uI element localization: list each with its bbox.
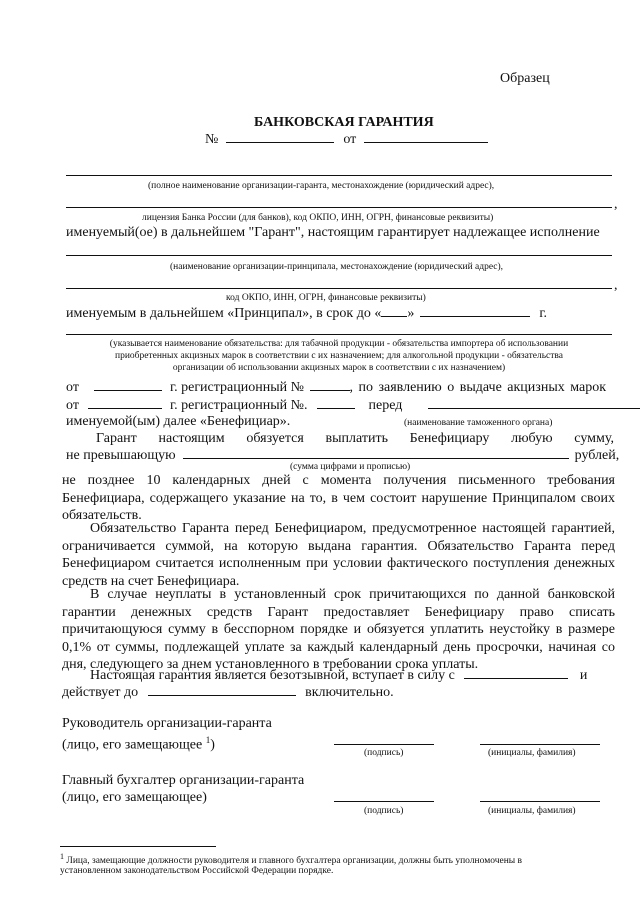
sign-head-subtitle-text: (лицо, его замещающее <box>62 737 203 753</box>
footnote-text-1: Лица, замещающие должности руководителя и главного бухгалтера организации, должны быть уполномочены в <box>66 856 523 867</box>
paragraph-penalty: В случае неуплаты в установленный срок причитающихся по данной банковской гарантии денежных средств Гарант предоставляет Бенефициару право списать причитающуюся сумму в бесспорном порядке и обязуется уплатить неустойку в размере 0,1% от суммы, подлежащей уплате за каждый календарный день просрочки, начиная со дня, следующего за днем установленного в требовании срока уплаты. <box>62 587 615 672</box>
valid-until-blank <box>148 683 296 696</box>
hint-guarantor-license: лицензия Банка России (для банков), код ОКПО, ИНН, ОГРН, финансовые реквизиты) <box>142 213 494 223</box>
reg-label-2: г. регистрационный №. <box>169 398 308 413</box>
guarantor-details-line <box>66 207 612 208</box>
pay-word-5: Бенефициару <box>409 431 490 446</box>
from-line-2 <box>66 396 640 414</box>
accountant-initials-hint: (инициалы, фамилия) <box>488 806 576 816</box>
hint-obligation-2: приобретенных акцизных марок в соответствии с их назначением; для алкогольной продукции - обязательства <box>115 351 563 361</box>
paragraph-deadline: не позднее 10 календарных дней с момента получения письменного требования Бенефициара, содержащего указание на то, в чем состоит нарушение Принципалом своих обязательств. <box>62 473 615 523</box>
hint-customs: (наименование таможенного органа) <box>404 418 553 428</box>
principal-text: именуемым в дальнейшем «Принципал», в срок до « <box>66 306 382 321</box>
pay-word-7: сумму, <box>574 431 614 446</box>
beneficiary-text: именуемой(ым) далее «Бенефициар». <box>66 414 291 429</box>
accountant-signature-hint: (подпись) <box>364 806 404 816</box>
obligation-line <box>66 334 612 335</box>
sign-head-subtitle <box>62 732 215 754</box>
head-signature-line <box>334 744 434 745</box>
sign-head-close: ) <box>210 737 215 753</box>
reg-number-blank-2 <box>317 396 355 409</box>
pay-line <box>96 430 614 447</box>
quote-close: » <box>407 306 415 321</box>
month-blank <box>420 304 530 317</box>
hint-obligation-3: организации об использовании акцизных марок в соответствии с их назначением) <box>172 363 506 373</box>
pay-word-4: выплатить <box>325 431 388 446</box>
principal-line <box>66 304 547 322</box>
day-blank <box>381 304 407 317</box>
pay-word-1: Гарант <box>96 431 137 446</box>
date-prefix: от <box>343 132 357 147</box>
footnote-ref: 1 <box>205 735 211 745</box>
not-exceed-text: не превышающую <box>66 448 176 463</box>
head-initials-line <box>480 744 600 745</box>
head-initials-hint: (инициалы, фамилия) <box>488 748 576 758</box>
valid-from-blank <box>464 666 568 679</box>
comma-2: , <box>614 278 618 293</box>
sample-label: Образец <box>500 71 550 86</box>
date-blank <box>364 130 488 143</box>
hint-sum: (сумма цифрами и прописью) <box>290 462 411 472</box>
sum-blank <box>183 446 569 459</box>
valid-text-3: включительно. <box>305 685 394 700</box>
accountant-signature-line <box>334 801 434 802</box>
from-label: от <box>66 380 79 395</box>
hint-principal-codes: код ОКПО, ИНН, ОГРН, финансовые реквизиты) <box>226 293 426 303</box>
from-label-2: от <box>66 398 79 413</box>
pay-word-6: любую <box>511 431 553 446</box>
valid-and: и <box>579 668 588 683</box>
pay-word-2: настоящим <box>158 431 225 446</box>
accountant-initials-line <box>480 801 600 802</box>
valid-line-2 <box>62 683 394 701</box>
footnote-separator <box>60 846 216 847</box>
comma: , <box>614 197 618 212</box>
rubles-label: рублей, <box>574 448 620 463</box>
principal-name-line <box>66 255 612 256</box>
footnote-mark: 1 <box>60 852 64 861</box>
sign-head-title: Руководитель организации-гаранта <box>62 716 272 731</box>
valid-text-1: Настоящая гарантия является безотзывной, вступает в силу с <box>90 668 455 683</box>
reg-label: г. регистрационный № <box>169 380 304 395</box>
from-date-blank-2 <box>88 396 162 409</box>
number-prefix: № <box>205 132 219 147</box>
guarantor-text: именуемый(ое) в дальнейшем "Гарант", настоящим гарантирует надлежащее исполнение <box>66 225 600 240</box>
hint-obligation-1: (указывается наименование обязательства: для табачной продукции - обязательства импортера об использовании <box>109 339 569 349</box>
footnote-line-2: установленном законодательством Российской Федерации порядке. <box>60 866 334 876</box>
guarantor-name-line <box>66 175 612 176</box>
valid-line-1 <box>90 666 587 684</box>
valid-text-2: действует до <box>62 685 139 700</box>
document-title: БАНКОВСКАЯ ГАРАНТИЯ <box>254 115 434 130</box>
number-blank <box>226 130 334 143</box>
reg-number-blank <box>310 378 350 391</box>
hint-principal-name: (наименование организации-принципала, местонахождение (юридический адрес), <box>170 262 504 272</box>
pay-word-3: обязуется <box>246 431 304 446</box>
head-signature-hint: (подпись) <box>364 748 404 758</box>
sign-accountant-subtitle: (лицо, его замещающее) <box>62 790 207 805</box>
application-text: , по заявлению о выдаче акцизных марок <box>349 380 607 395</box>
before-label: перед <box>368 398 403 413</box>
paragraph-obligation: Обязательство Гаранта перед Бенефициаром, предусмотренное настоящей гарантией, ограничивается суммой, на которую выдана гарантия. Обязательство Гаранта перед Бенефициаром считается исполненным при условии фактического поступления денежных средств на счет Бенефициара. <box>62 521 615 589</box>
customs-blank <box>428 396 640 409</box>
from-date-blank <box>94 378 162 391</box>
principal-details-line <box>66 288 612 289</box>
hint-guarantor-name: (полное наименование организации-гаранта, местонахождение (юридический адрес), <box>148 181 495 191</box>
number-line <box>205 130 488 148</box>
from-line-1 <box>66 378 614 396</box>
sign-accountant-title: Главный бухгалтер организации-гаранта <box>62 773 305 788</box>
year-abbr: г. <box>539 306 548 321</box>
